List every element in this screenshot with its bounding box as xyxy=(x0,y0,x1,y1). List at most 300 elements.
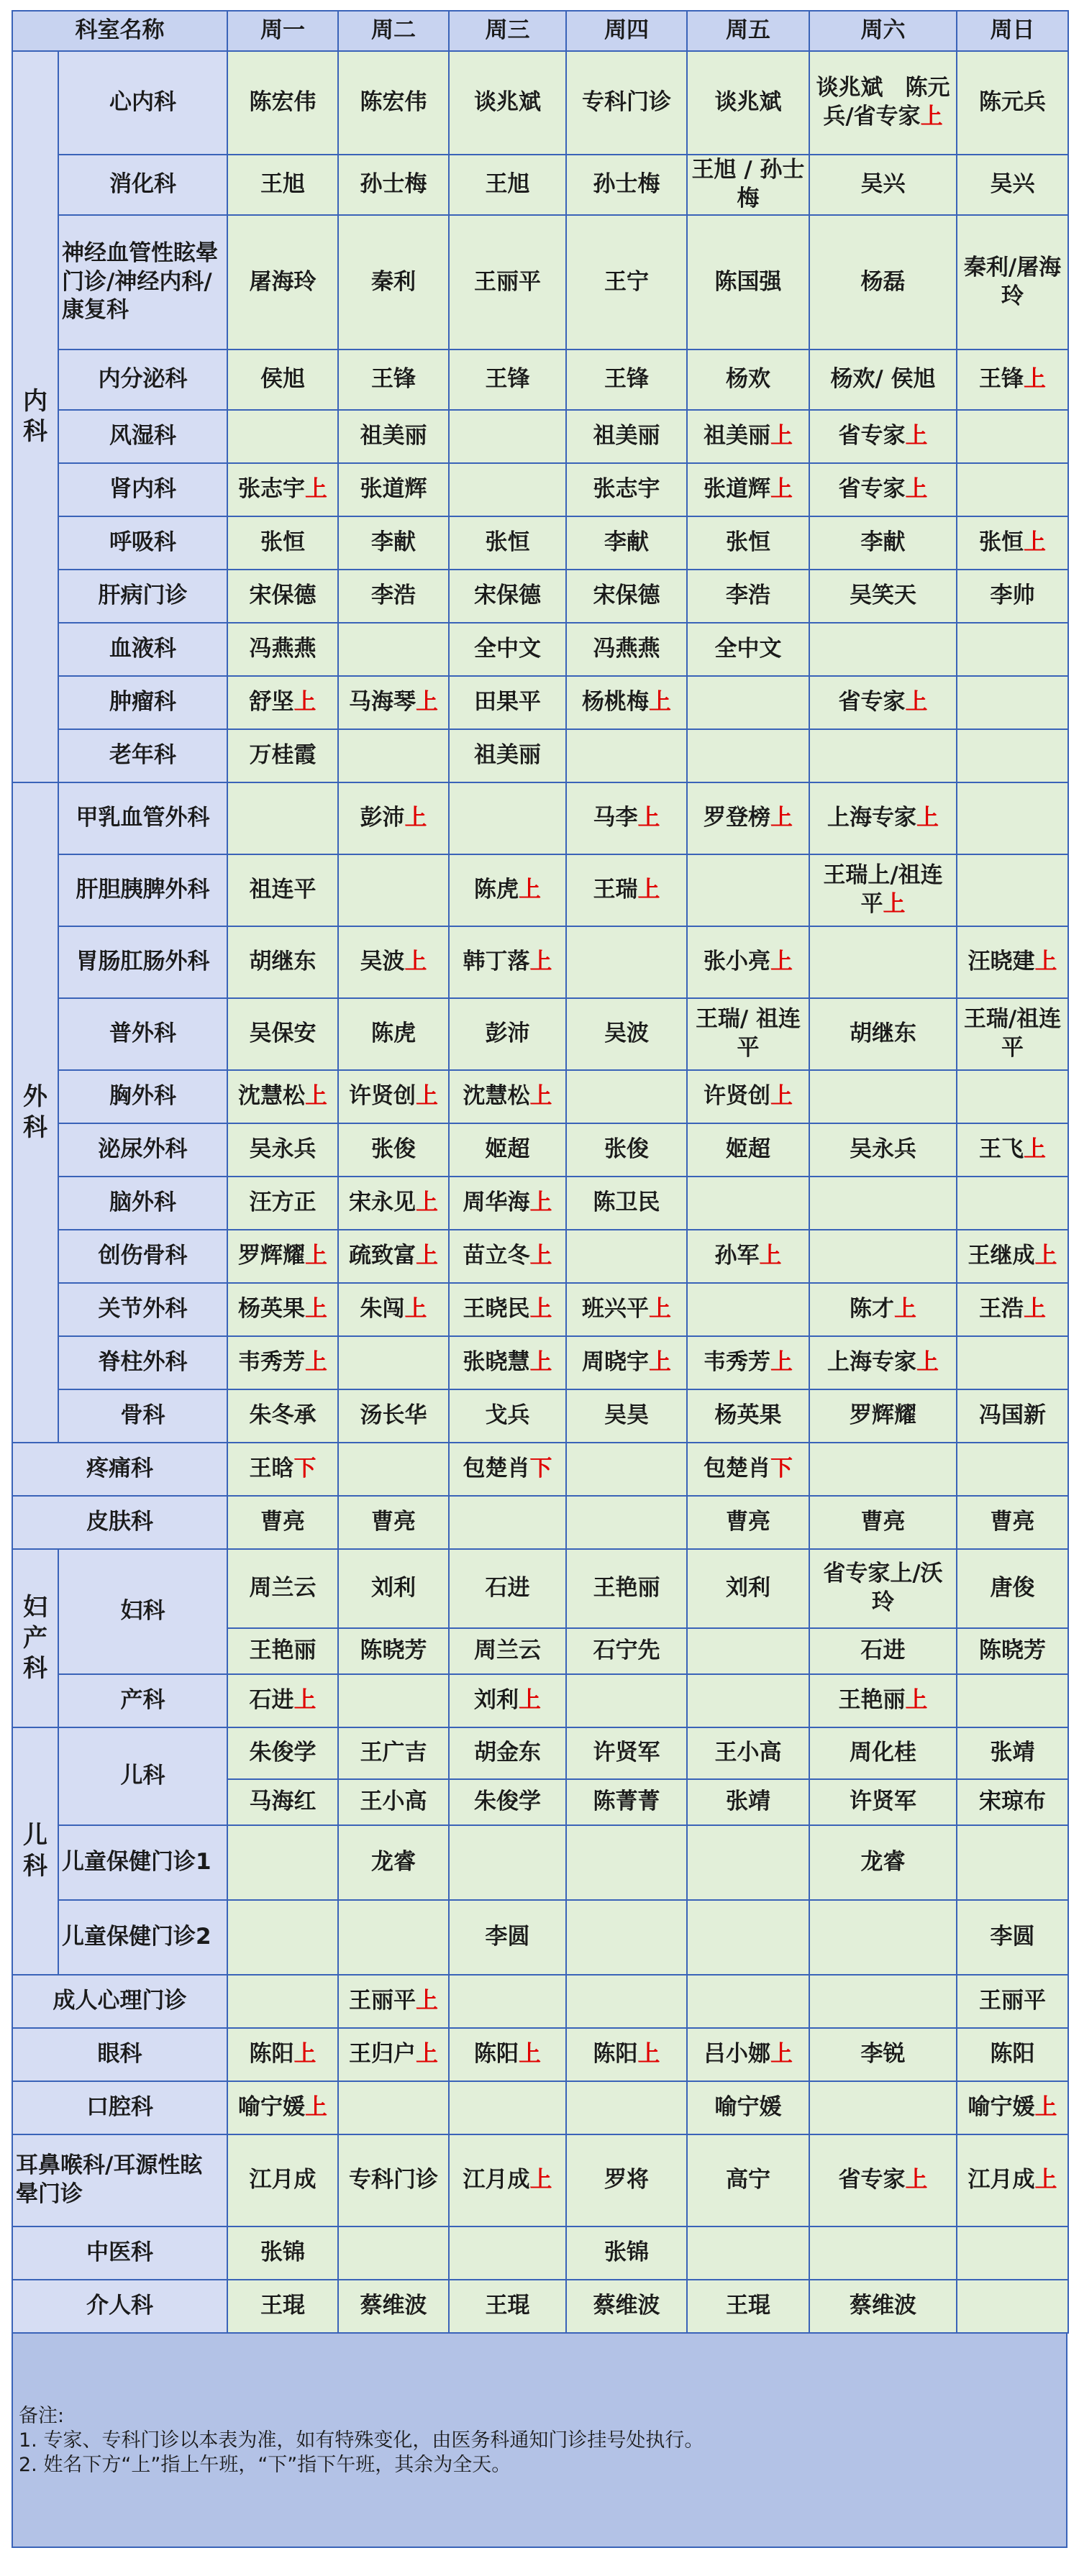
schedule-row xyxy=(12,1549,1068,1628)
shift-marker: 上 xyxy=(916,805,939,831)
doctor-name: 张恒 xyxy=(485,529,530,556)
schedule-cell xyxy=(227,570,338,623)
doctor-name: 杨桃梅 xyxy=(582,689,649,716)
schedule-cell xyxy=(338,463,449,516)
schedule-cell xyxy=(687,215,809,350)
doctor-name: 张志宇 xyxy=(593,476,660,503)
doctor-name: 戈兵 xyxy=(485,1402,530,1429)
doctor-name: 专科门诊 xyxy=(582,89,671,116)
schedule-cell xyxy=(566,1900,687,1975)
dept-name: 儿童保健门诊1 xyxy=(58,1825,227,1900)
schedule-row xyxy=(12,1123,1068,1177)
doctor-name: 祖连平 xyxy=(249,877,317,903)
schedule-cell xyxy=(227,1496,338,1549)
schedule-cell xyxy=(338,1230,449,1283)
doctor-name: 沈慧松 xyxy=(463,1083,530,1110)
dept-name: 介人科 xyxy=(12,2280,227,2333)
doctor-name: 吴笑天 xyxy=(850,583,916,609)
doctor-name: 王瑞/ 祖连平 xyxy=(695,1006,801,1061)
schedule-cell xyxy=(809,998,957,1070)
doctor-name: 孙士梅 xyxy=(360,171,427,198)
schedule-cell xyxy=(227,155,338,215)
schedule-cell xyxy=(566,2081,687,2134)
schedule-cell xyxy=(687,1727,809,1779)
doctor-name: 李帅 xyxy=(990,583,1035,609)
shift-marker: 上 xyxy=(529,1189,552,1216)
doctor-name: 吕小娜 xyxy=(704,2041,770,2068)
doctor-name: 朱俊学 xyxy=(474,1789,541,1815)
schedule-cell xyxy=(338,1900,449,1975)
doctor-name: 马李 xyxy=(593,805,638,831)
schedule-cell xyxy=(687,516,809,570)
doctor-name: 张志宇 xyxy=(238,476,305,503)
schedule-cell xyxy=(809,1443,957,1496)
schedule-cell xyxy=(338,1496,449,1549)
doctor-name: 王丽平 xyxy=(349,1988,416,2014)
shift-marker: 上 xyxy=(293,689,317,716)
doctor-name: 张靖 xyxy=(726,1789,770,1815)
doctor-name: 姬超 xyxy=(726,1136,770,1163)
schedule-cell xyxy=(566,782,687,854)
schedule-cell xyxy=(566,1230,687,1283)
schedule-cell xyxy=(449,1230,566,1283)
shift-marker: 上 xyxy=(529,1296,552,1323)
doctor-name: 祖美丽 xyxy=(704,423,770,449)
schedule-cell xyxy=(809,1389,957,1443)
doctor-name: 吴昊 xyxy=(604,1402,649,1429)
shift-marker: 上 xyxy=(894,1296,916,1323)
dept-name: 呼吸科 xyxy=(58,516,227,570)
header-row xyxy=(12,11,1068,51)
doctor-name: 许贤军 xyxy=(593,1740,660,1766)
dept-name: 消化科 xyxy=(58,155,227,215)
schedule-cell xyxy=(957,1674,1068,1727)
schedule-cell xyxy=(809,676,957,729)
doctor-name: 全中文 xyxy=(474,636,541,662)
dept-name: 妇科 xyxy=(58,1549,227,1674)
doctor-name: 喻宁媛 xyxy=(238,2094,305,2121)
doctor-name: 陈元兵 xyxy=(979,89,1046,116)
shift-marker: 上 xyxy=(1034,2167,1057,2193)
schedule-cell xyxy=(338,1674,449,1727)
doctor-name: 全中文 xyxy=(714,636,782,662)
schedule-cell xyxy=(449,1779,566,1825)
doctor-name: 王晗 xyxy=(249,1456,294,1482)
shift-marker: 上 xyxy=(920,104,943,129)
doctor-name: 万桂霞 xyxy=(249,742,317,769)
doctor-name: 王旭 xyxy=(260,171,305,198)
schedule-cell xyxy=(809,1336,957,1389)
schedule-cell xyxy=(687,1283,809,1336)
doctor-name: 吴兴 xyxy=(990,171,1035,198)
schedule-cell xyxy=(687,729,809,782)
schedule-cell xyxy=(566,854,687,926)
schedule-cell xyxy=(687,1070,809,1123)
doctor-name: 谈兆斌 xyxy=(714,89,782,116)
schedule-cell xyxy=(566,51,687,155)
doctor-name: 王艳丽 xyxy=(593,1575,660,1602)
schedule-cell xyxy=(338,1336,449,1389)
doctor-name: 陈虎 xyxy=(474,877,519,903)
schedule-cell xyxy=(566,2028,687,2081)
doctor-name: 陈菁菁 xyxy=(593,1789,660,1815)
schedule-cell xyxy=(227,998,338,1070)
schedule-cell xyxy=(809,1727,957,1779)
doctor-name: 张俊 xyxy=(371,1136,416,1163)
schedule-cell xyxy=(227,2226,338,2280)
schedule-cell xyxy=(338,782,449,854)
schedule-cell xyxy=(687,51,809,155)
shift-marker: 上 xyxy=(305,2094,327,2121)
schedule-cell xyxy=(809,1779,957,1825)
schedule-cell xyxy=(809,2226,957,2280)
schedule-cell xyxy=(687,1177,809,1230)
schedule-cell xyxy=(957,1336,1068,1389)
shift-marker: 上 xyxy=(770,1349,793,1376)
doctor-name: 王瑞/祖连平 xyxy=(963,1006,1062,1061)
shift-marker: 上 xyxy=(416,2041,438,2068)
schedule-row xyxy=(12,1900,1068,1975)
schedule-cell xyxy=(687,2134,809,2226)
doctor-name: 王丽平 xyxy=(474,268,541,295)
doctor-name: 宋保德 xyxy=(474,583,541,609)
doctor-name: 曹亮 xyxy=(260,1509,305,1535)
schedule-cell xyxy=(338,155,449,215)
schedule-cell xyxy=(449,1283,566,1336)
schedule-row xyxy=(12,350,1068,410)
schedule-cell xyxy=(566,410,687,463)
schedule-row xyxy=(12,410,1068,463)
schedule-cell xyxy=(687,676,809,729)
dept-name: 普外科 xyxy=(58,998,227,1070)
doctor-name: 陈宏伟 xyxy=(360,89,427,116)
schedule-cell xyxy=(957,2081,1068,2134)
doctor-name: 李圆 xyxy=(990,1924,1035,1950)
doctor-name: 吴保安 xyxy=(249,1020,317,1047)
doctor-name: 陈阳 xyxy=(593,2041,638,2068)
schedule-cell xyxy=(687,1123,809,1177)
schedule-cell xyxy=(687,1496,809,1549)
schedule-cell xyxy=(227,463,338,516)
schedule-cell xyxy=(809,51,957,155)
doctor-name: 喻宁媛 xyxy=(714,2094,782,2121)
doctor-name: 陈阳 xyxy=(474,2041,519,2068)
dept-name: 中医科 xyxy=(12,2226,227,2280)
doctor-name: 马海琴 xyxy=(349,689,416,716)
shift-marker: 上 xyxy=(416,1083,438,1110)
dept-group-label xyxy=(12,782,58,1443)
shift-marker: 上 xyxy=(305,1296,327,1323)
schedule-cell xyxy=(809,350,957,410)
doctor-name: 王瑞上/祖连平 xyxy=(823,862,943,917)
schedule-cell xyxy=(338,1443,449,1496)
dept-name: 皮肤科 xyxy=(12,1496,227,1549)
shift-marker: 上 xyxy=(905,423,928,449)
schedule-table xyxy=(12,10,1069,2334)
schedule-cell xyxy=(957,676,1068,729)
doctor-name: 周兰云 xyxy=(249,1575,317,1602)
doctor-name: 汪方正 xyxy=(249,1189,317,1216)
doctor-name: 宋保德 xyxy=(249,583,317,609)
schedule-cell xyxy=(687,410,809,463)
doctor-name: 冯燕燕 xyxy=(593,636,660,662)
schedule-cell xyxy=(227,1900,338,1975)
doctor-name: 屠海玲 xyxy=(249,268,317,295)
schedule-cell xyxy=(809,2134,957,2226)
doctor-name: 王琨 xyxy=(726,2293,770,2319)
schedule-cell xyxy=(338,1389,449,1443)
schedule-cell xyxy=(957,998,1068,1070)
schedule-row xyxy=(12,1825,1068,1900)
dept-name: 肝病门诊 xyxy=(58,570,227,623)
shift-marker: 上 xyxy=(404,949,427,975)
doctor-name: 王继成 xyxy=(968,1243,1035,1269)
schedule-row xyxy=(12,51,1068,155)
schedule-cell xyxy=(957,1177,1068,1230)
header-day: 周三 xyxy=(449,11,566,51)
doctor-name: 周华海 xyxy=(463,1189,530,1216)
schedule-cell xyxy=(809,729,957,782)
schedule-row xyxy=(12,463,1068,516)
dept-group-text: 妇产科 xyxy=(22,1593,47,1684)
schedule-cell xyxy=(449,155,566,215)
doctor-name: 许贤创 xyxy=(349,1083,416,1110)
schedule-cell xyxy=(809,570,957,623)
schedule-cell xyxy=(449,1900,566,1975)
schedule-cell xyxy=(338,998,449,1070)
schedule-cell xyxy=(338,1825,449,1900)
header-day: 周四 xyxy=(566,11,687,51)
dept-name: 胃肠肛肠外科 xyxy=(58,926,227,998)
shift-marker: 上 xyxy=(905,1687,928,1714)
shift-marker: 上 xyxy=(529,1243,552,1269)
doctor-name: 专科门诊 xyxy=(349,2167,438,2193)
shift-marker: 下 xyxy=(529,1456,552,1482)
doctor-name: 宋永见 xyxy=(349,1189,416,1216)
doctor-name: 朱闯 xyxy=(360,1296,405,1323)
doctor-name: 上海专家 xyxy=(827,805,916,831)
doctor-name: 陈晓芳 xyxy=(979,1638,1046,1664)
doctor-name: 张恒 xyxy=(726,529,770,556)
schedule-cell xyxy=(687,1549,809,1628)
schedule-cell xyxy=(449,1628,566,1674)
schedule-row xyxy=(12,2081,1068,2134)
doctor-name: 王旭 xyxy=(485,171,530,198)
doctor-name: 苗立冬 xyxy=(463,1243,530,1269)
schedule-cell xyxy=(809,1628,957,1674)
schedule-cell xyxy=(687,155,809,215)
doctor-name: 省专家 xyxy=(838,2167,906,2193)
dept-name: 脊柱外科 xyxy=(58,1336,227,1389)
doctor-name: 罗登榜 xyxy=(704,805,770,831)
dept-name: 口腔科 xyxy=(12,2081,227,2134)
schedule-cell xyxy=(809,463,957,516)
schedule-row xyxy=(12,2226,1068,2280)
doctor-name: 许贤创 xyxy=(704,1083,770,1110)
shift-marker: 上 xyxy=(905,476,928,503)
shift-marker: 上 xyxy=(293,2041,317,2068)
schedule-cell xyxy=(957,215,1068,350)
schedule-cell xyxy=(687,1389,809,1443)
doctor-name: 王归户 xyxy=(349,2041,416,2068)
doctor-name: 陈国强 xyxy=(714,268,782,295)
doctor-name: 省专家 xyxy=(838,423,906,449)
doctor-name: 江月成 xyxy=(968,2167,1035,2193)
shift-marker: 上 xyxy=(1024,1136,1046,1163)
schedule-cell xyxy=(687,1779,809,1825)
schedule-cell xyxy=(957,1628,1068,1674)
dept-name: 血液科 xyxy=(58,623,227,676)
schedule-cell xyxy=(687,1825,809,1900)
schedule-cell xyxy=(449,2280,566,2333)
dept-name: 老年科 xyxy=(58,729,227,782)
shift-marker: 上 xyxy=(1034,2094,1057,2121)
doctor-name: 石进 xyxy=(485,1575,530,1602)
schedule-cell xyxy=(338,2134,449,2226)
dept-name: 成人心理门诊 xyxy=(12,1975,227,2028)
doctor-name: 胡继东 xyxy=(850,1020,916,1047)
schedule-cell xyxy=(338,676,449,729)
doctor-name: 张靖 xyxy=(990,1740,1035,1766)
schedule-cell xyxy=(687,2028,809,2081)
schedule-cell xyxy=(449,463,566,516)
doctor-name: 周化桂 xyxy=(850,1740,916,1766)
schedule-cell xyxy=(227,215,338,350)
shift-marker: 上 xyxy=(404,1296,427,1323)
doctor-name: 吴永兵 xyxy=(850,1136,916,1163)
shift-marker: 上 xyxy=(404,805,427,831)
shift-marker: 上 xyxy=(770,2041,793,2068)
schedule-row xyxy=(12,998,1068,1070)
schedule-cell xyxy=(566,926,687,998)
schedule-row xyxy=(12,570,1068,623)
schedule-cell xyxy=(687,854,809,926)
schedule-row xyxy=(12,1674,1068,1727)
schedule-cell xyxy=(566,1975,687,2028)
doctor-name: 王旭 / 孙士梅 xyxy=(691,157,805,211)
doctor-name: 刘利 xyxy=(474,1687,519,1714)
schedule-cell xyxy=(338,516,449,570)
schedule-row xyxy=(12,1496,1068,1549)
schedule-cell xyxy=(449,1070,566,1123)
doctor-name: 彭沛 xyxy=(360,805,405,831)
doctor-name: 陈阳 xyxy=(990,2041,1035,2068)
shift-marker: 上 xyxy=(905,2167,928,2193)
schedule-cell xyxy=(449,2028,566,2081)
shift-marker: 上 xyxy=(759,1243,782,1269)
doctor-name: 曹亮 xyxy=(860,1509,906,1535)
schedule-row xyxy=(12,1975,1068,2028)
schedule-cell xyxy=(227,676,338,729)
dept-name: 产科 xyxy=(58,1674,227,1727)
schedule-cell xyxy=(449,2081,566,2134)
schedule-cell xyxy=(449,782,566,854)
schedule-cell xyxy=(687,1230,809,1283)
schedule-cell xyxy=(227,1336,338,1389)
doctor-name: 王锋 xyxy=(979,366,1024,393)
schedule-cell xyxy=(449,1123,566,1177)
shift-marker: 上 xyxy=(770,423,793,449)
schedule-cell xyxy=(809,2028,957,2081)
schedule-cell xyxy=(227,1070,338,1123)
schedule-cell xyxy=(957,1389,1068,1443)
dept-group-text: 内科 xyxy=(22,386,47,447)
schedule-cell xyxy=(566,2280,687,2333)
schedule-cell xyxy=(227,1628,338,1674)
schedule-row xyxy=(12,782,1068,854)
schedule-cell xyxy=(227,926,338,998)
schedule-row xyxy=(12,854,1068,926)
schedule-cell xyxy=(338,1123,449,1177)
doctor-name: 杨英果 xyxy=(714,1402,782,1429)
doctor-name: 李献 xyxy=(371,529,416,556)
schedule-cell xyxy=(687,2226,809,2280)
schedule-row xyxy=(12,215,1068,350)
schedule-cell xyxy=(957,782,1068,854)
doctor-name: 韦秀芳 xyxy=(238,1349,305,1376)
doctor-name: 王小高 xyxy=(714,1740,782,1766)
doctor-name: 吴永兵 xyxy=(249,1136,317,1163)
shift-marker: 上 xyxy=(916,1349,939,1376)
schedule-cell xyxy=(957,1900,1068,1975)
schedule-cell xyxy=(449,1825,566,1900)
doctor-name: 吴波 xyxy=(604,1020,649,1047)
doctor-name: 龙睿 xyxy=(860,1849,906,1876)
schedule-cell xyxy=(227,1674,338,1727)
doctor-name: 朱俊学 xyxy=(249,1740,317,1766)
schedule-cell xyxy=(227,1443,338,1496)
dept-name: 脑外科 xyxy=(58,1177,227,1230)
header-day: 周二 xyxy=(338,11,449,51)
doctor-name: 胡金东 xyxy=(474,1740,541,1766)
schedule-row xyxy=(12,1283,1068,1336)
schedule-cell xyxy=(566,2134,687,2226)
schedule-cell xyxy=(227,1975,338,2028)
doctor-name: 罗辉耀 xyxy=(850,1402,916,1429)
schedule-cell xyxy=(957,1283,1068,1336)
schedule-cell xyxy=(687,463,809,516)
schedule-cell xyxy=(338,1975,449,2028)
schedule-cell xyxy=(449,516,566,570)
schedule-cell xyxy=(338,854,449,926)
dept-group-label xyxy=(12,1549,58,1727)
schedule-cell xyxy=(957,1230,1068,1283)
doctor-name: 李圆 xyxy=(485,1924,530,1950)
doctor-name: 沈慧松 xyxy=(238,1083,305,1110)
doctor-name: 韩丁落 xyxy=(463,949,530,975)
schedule-row xyxy=(12,676,1068,729)
doctor-name: 祖美丽 xyxy=(360,423,427,449)
dept-name: 耳鼻喉科/耳源性眩晕门诊 xyxy=(12,2134,227,2226)
schedule-cell xyxy=(809,516,957,570)
dept-name: 神经血管性眩晕门诊/神经内科/康复科 xyxy=(58,215,227,350)
schedule-cell xyxy=(338,1779,449,1825)
schedule-cell xyxy=(227,1549,338,1628)
schedule-cell xyxy=(957,570,1068,623)
doctor-name: 李锐 xyxy=(860,2041,906,2068)
schedule-cell xyxy=(687,1336,809,1389)
doctor-name: 省专家 xyxy=(838,689,906,716)
schedule-cell xyxy=(957,2134,1068,2226)
doctor-name: 汤长华 xyxy=(360,1402,427,1429)
dept-name: 肿瘤科 xyxy=(58,676,227,729)
doctor-name: 孙军 xyxy=(714,1243,760,1269)
doctor-name: 石宁先 xyxy=(593,1638,660,1664)
shift-marker: 上 xyxy=(519,877,541,903)
doctor-name: 曹亮 xyxy=(371,1509,416,1535)
schedule-cell xyxy=(957,1975,1068,2028)
schedule-cell xyxy=(449,1975,566,2028)
